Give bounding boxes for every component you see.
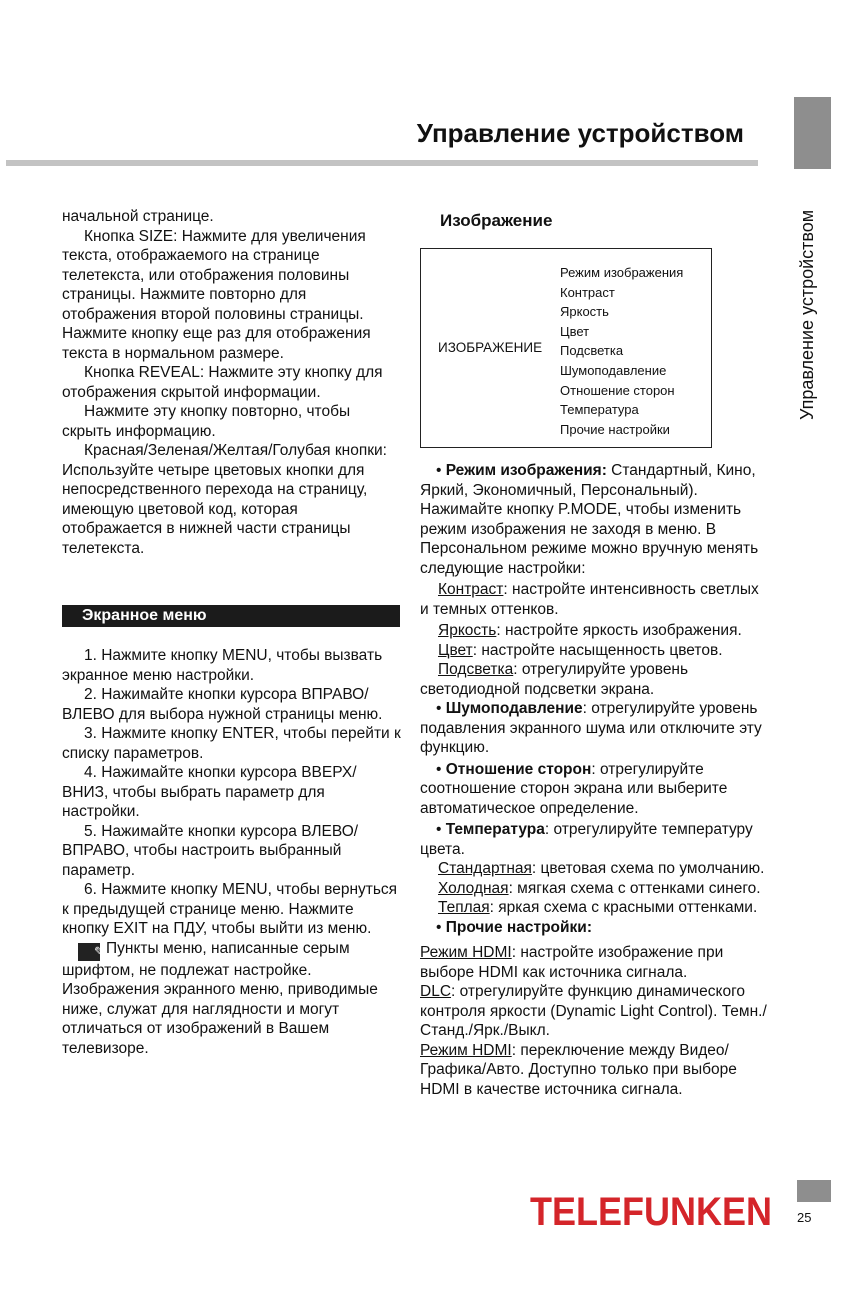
note bbox=[62, 939, 402, 1059]
color-desc: Цвет: настройте насыщенность цветов. bbox=[438, 641, 723, 659]
menu-item: Шумоподавление bbox=[560, 362, 667, 378]
warm-desc: Теплая: яркая схема с красными оттенками. bbox=[438, 899, 758, 916]
standard-desc: Стандартная: цветовая схема по умолчанию. bbox=[438, 860, 765, 877]
contrast-desc: Контраст: настройте интенсивность светлых и темных оттенков. bbox=[420, 581, 759, 618]
side-tab-marker bbox=[794, 97, 831, 169]
step: 4. Нажимайте кнопки курсора ВВЕРХ/ ВНИЗ, чтобы выбрать параметр для настройки. bbox=[62, 764, 357, 820]
paragraph: Красная/Зеленая/Желтая/Голубая кнопки: Используйте четыре цветовых кнопки для непосредственного перехода на страницу, имеющую цветовой код, которая отображается в нижней части страницы телетекста. bbox=[62, 442, 387, 557]
brand-logo: TELEFUNKEN bbox=[530, 1190, 773, 1234]
hdmi-mode-desc: Режим HDMI: настройте изображение при выборе HDMI как источника сигнала. bbox=[420, 944, 724, 981]
temperature-desc: • Температура: отрегулируйте температуру цвета. bbox=[420, 821, 753, 858]
page-tab-marker bbox=[797, 1180, 831, 1202]
step: 2. Нажимайте кнопки курсора ВПРАВО/ ВЛЕВО для выбора нужной страницы меню. bbox=[62, 686, 383, 723]
dlc-desc: DLC: отрегулируйте функцию динамического контроля яркости (Dynamic Light Control). Темн./Станд./Ярк./Выкл. bbox=[420, 983, 767, 1039]
note-pencil-icon: ✎ bbox=[78, 943, 100, 961]
step: 5. Нажимайте кнопки курсора ВЛЕВО/ ВПРАВО, чтобы настроить выбранный параметр. bbox=[62, 822, 359, 879]
step: 1. Нажмите кнопку MENU, чтобы вызвать экранное меню настройки. bbox=[62, 647, 383, 684]
aspect-desc: • Отношение сторон: отрегулируйте соотношение сторон экрана или выберите автоматическое определение. bbox=[420, 760, 728, 817]
section-title-screen-menu: Экранное меню bbox=[62, 605, 400, 627]
cool-desc: Холодная: мягкая схема с оттенками синего. bbox=[438, 879, 761, 897]
osd-menu-label: ИЗОБРАЖЕНИЕ bbox=[438, 340, 543, 355]
title-divider bbox=[6, 160, 758, 166]
other-settings-heading: • Прочие настройки: bbox=[436, 918, 592, 936]
paragraph: Кнопка REVEAL: Нажмите эту кнопку для отображения скрытой информации. bbox=[62, 364, 383, 401]
osd-menu-items bbox=[560, 263, 683, 439]
picture-mode-desc: • Режим изображения: Стандартный, Кино, Яркий, Экономичный, Персональный). Нажимайте кнопку P.MODE, чтобы изменить режим изображения не заходя в меню. В Персональном режиме можно вручную менять следующие настройки: bbox=[420, 462, 759, 577]
menu-item: Цвет bbox=[560, 323, 590, 339]
note-text: Пункты меню, написанные серым шрифтом, не подлежат настройке. Изображения экранного меню, приводимые ниже, служат для наглядности и могут отличаться от изображений в Вашем телевизоре. bbox=[62, 939, 378, 1057]
menu-item: Контраст bbox=[560, 284, 615, 300]
menu-item: Яркость bbox=[560, 304, 609, 320]
backlight-desc: Подсветка: отрегулируйте уровень светодиодной подсветки экрана. bbox=[420, 661, 689, 698]
page-number: 25 bbox=[797, 1210, 812, 1225]
paragraph: Кнопка SIZE: Нажмите для увеличения текста, отображаемого на странице телетекста, или отображения половины страницы. Нажмите повторно для отображения второй половины страницы. Нажмите кнопку еще раз для отображения текста в нормальном размере. bbox=[62, 227, 371, 362]
step: 6. Нажмите кнопку MENU, чтобы вернуться к предыдущей странице меню. Нажмите кнопку EXIT на ПДУ, чтобы выйти из меню. bbox=[62, 881, 398, 937]
menu-item: Температура bbox=[560, 402, 639, 418]
hdmi-mode2-desc: Режим HDMI: переключение между Видео/ Графика/Авто. Доступно только при выборе HDMI в качестве источника сигнала. bbox=[420, 1041, 737, 1098]
paragraph: Нажмите эту кнопку повторно, чтобы скрыть информацию. bbox=[62, 403, 351, 440]
brightness-desc: Яркость: настройте яркость изображения. bbox=[438, 622, 742, 639]
menu-steps bbox=[62, 646, 402, 1058]
step: 3. Нажмите кнопку ENTER, чтобы перейти к списку параметров. bbox=[62, 725, 401, 762]
teletext-text bbox=[62, 207, 402, 558]
picture-mode-label: Режим изображения: bbox=[445, 462, 607, 479]
menu-item: Отношение сторон bbox=[560, 382, 675, 398]
page-title: Управление устройством bbox=[416, 118, 744, 148]
side-tab-label: Управление устройством bbox=[797, 209, 817, 420]
noise-desc: • Шумоподавление: отрегулируйте уровень подавления экранного шума или отключите эту функцию. bbox=[420, 700, 762, 756]
menu-item: Подсветка bbox=[560, 343, 624, 359]
paragraph: начальной странице. bbox=[62, 208, 214, 225]
menu-item: Прочие настройки bbox=[560, 421, 670, 437]
section-title-picture: Изображение bbox=[440, 211, 553, 230]
menu-item: Режим изображения bbox=[560, 265, 684, 280]
picture-settings-text bbox=[420, 461, 768, 1099]
